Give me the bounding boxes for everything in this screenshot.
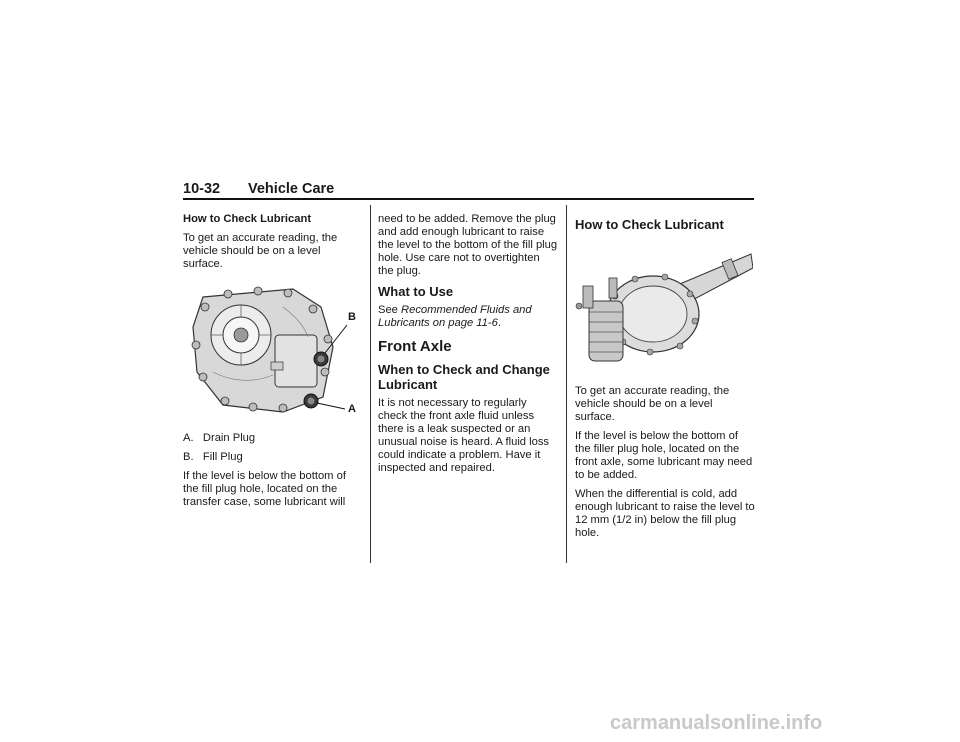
heading-what-to-use: What to Use bbox=[378, 284, 454, 299]
section-title: Vehicle Care bbox=[248, 181, 335, 197]
legend-drain-plug: A. Drain Plug bbox=[183, 432, 256, 444]
transfer-case-illustration bbox=[183, 277, 358, 422]
column-3 bbox=[575, 213, 755, 546]
paragraph: To get an accurate reading, the vehicle should be on a level surface. bbox=[575, 385, 730, 423]
watermark: carmanualsonline.info bbox=[610, 712, 823, 734]
see-prefix: See bbox=[378, 304, 402, 316]
heading-front-axle: Front Axle bbox=[378, 338, 452, 355]
header-rule bbox=[183, 198, 754, 200]
callout-a: A bbox=[348, 403, 356, 415]
paragraph: It is not necessary to regularly check the front axle fluid unless there is a leak suspected or an unusual noise is heard. A fluid loss could indicate a problem. Have it inspected and repaired. bbox=[378, 397, 550, 474]
heading-how-to-check: How to Check Lubricant bbox=[575, 217, 724, 232]
heading-when-to-check: When to Check and Change Lubricant bbox=[378, 362, 550, 392]
paragraph: need to be added. Remove the plug and add enough lubricant to raise the level to the bottom of the fill plug hole. Use care not to overtighten the plug. bbox=[378, 213, 558, 277]
column-divider-1 bbox=[370, 205, 371, 563]
legend-fill-plug: B. Fill Plug bbox=[183, 451, 243, 463]
paragraph: To get an accurate reading, the vehicle should be on a level surface. bbox=[183, 232, 338, 270]
callout-b: B bbox=[348, 311, 356, 323]
front-axle-illustration bbox=[575, 246, 753, 371]
see-suffix: . bbox=[497, 317, 501, 329]
reference-link[interactable]: Recommended Fluids and Lubricants on page 11-6 bbox=[378, 304, 532, 329]
column-2 bbox=[378, 213, 558, 481]
page-header bbox=[183, 181, 754, 199]
paragraph: If the level is below the bottom of the filler plug hole, located on the front axle, some lubricant may need to be added. bbox=[575, 430, 753, 481]
page-number: 10-32 bbox=[183, 181, 221, 197]
subhead-check-lubricant: How to Check Lubricant bbox=[183, 213, 312, 225]
column-1 bbox=[183, 213, 358, 515]
transfer-case-figure bbox=[183, 277, 358, 422]
see-reference bbox=[378, 304, 558, 330]
paragraph: If the level is below the bottom of the fill plug hole, located on the transfer case, some lubricant will bbox=[183, 470, 346, 508]
paragraph: When the differential is cold, add enough lubricant to raise the level to 12 mm (1/2 in) below the fill plug hole. bbox=[575, 488, 755, 539]
front-axle-figure bbox=[575, 246, 753, 371]
column-divider-2 bbox=[566, 205, 567, 563]
